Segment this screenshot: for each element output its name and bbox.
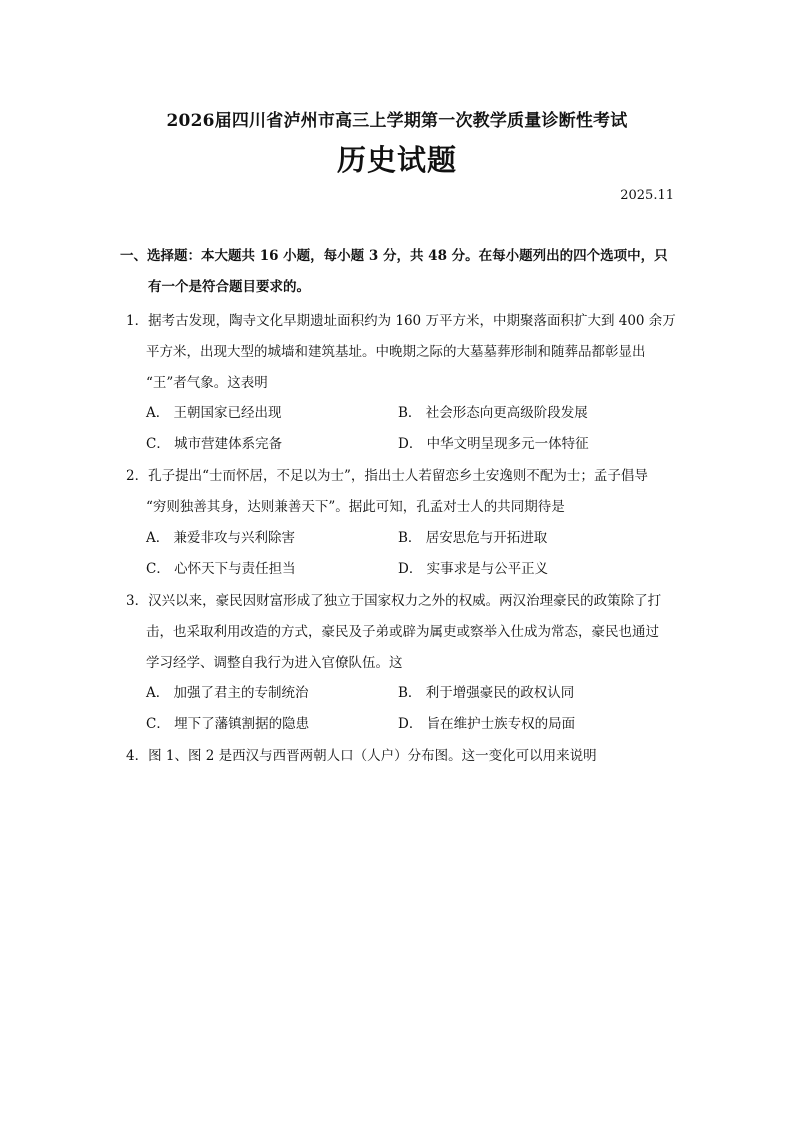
question-2-line-2: “穷则独善其身，达则兼善天下”。据此可知，孔孟对士人的共同期待是 (146, 499, 565, 515)
exam-date: 2025.11 (620, 188, 674, 203)
question-1-stem (126, 306, 678, 399)
question-2-option-c[interactable]: C． 心怀天下与责任担当 (146, 561, 296, 577)
question-2-option-a[interactable]: A． 兼爱非攻与兴利除害 (146, 530, 296, 546)
question-3-line-2: 击，也采取利用改造的方式，豪民及子弟或辟为属吏或察举入仕成为常态，豪民也通过 (146, 624, 659, 640)
question-3-stem (126, 586, 678, 679)
question-2-line-1: 2．孔子提出“士而怀居，不足以为士”，指出士人若留恋乡土安逸则不配为士；孟子倡导 (126, 468, 648, 484)
question-1-option-c[interactable]: C． 城市营建体系完备 (146, 436, 283, 452)
question-2-options (146, 523, 676, 585)
section-heading-line-1: 一、选择题：本大题共 16 小题，每小题 3 分，共 48 分。在每小题列出的四个选项中，只 (120, 248, 668, 264)
question-3-option-d[interactable]: D． 旨在维护士族专权的局面 (398, 716, 576, 732)
question-3-option-b[interactable]: B． 利于增强豪民的政权认同 (398, 685, 575, 701)
question-1-options (146, 398, 676, 460)
question-1-line-3: “王”者气象。这表明 (146, 375, 268, 391)
section-heading (120, 241, 676, 303)
question-3-line-3: 学习经学、调整自我行为进入官僚队伍。这 (146, 655, 403, 671)
subject-title: 历史试题 (336, 143, 457, 177)
section-heading-line-2: 有一个是符合题目要求的。 (148, 279, 310, 295)
question-3-option-c[interactable]: C． 埋下了藩镇割据的隐患 (146, 716, 310, 732)
exam-title: 2026届四川省泸州市高三上学期第一次教学质量诊断性考试 (166, 111, 628, 131)
question-2-option-b[interactable]: B． 居安思危与开拓进取 (398, 530, 548, 546)
question-1-option-b[interactable]: B． 社会形态向更高级阶段发展 (398, 405, 588, 421)
question-2-option-d[interactable]: D． 实事求是与公平正义 (398, 561, 549, 577)
question-1-option-d[interactable]: D． 中华文明呈现多元一体特征 (398, 436, 589, 452)
question-1-option-a[interactable]: A． 王朝国家已经出现 (146, 405, 282, 421)
question-1-line-2: 平方米，出现大型的城墙和建筑基址。中晚期之际的大墓墓葬形制和随葬品都彰显出 (146, 344, 646, 360)
question-4-stem (126, 741, 678, 772)
question-3-line-1: 3．汉兴以来，豪民因财富形成了独立于国家权力之外的权威。两汉治理豪民的政策除了打 (126, 593, 662, 609)
question-3-options (146, 678, 676, 740)
question-1-line-1: 1．据考古发现，陶寺文化早期遗址面积约为 160 万平方米，中期聚落面积扩大到 400 余万 (126, 313, 676, 329)
question-2-stem (126, 461, 678, 523)
question-3-option-a[interactable]: A． 加强了君主的专制统治 (146, 685, 309, 701)
question-4-line-1: 4．图 1、图 2 是西汉与西晋两朝人口（人户）分布图。这一变化可以用来说明 (126, 748, 597, 764)
